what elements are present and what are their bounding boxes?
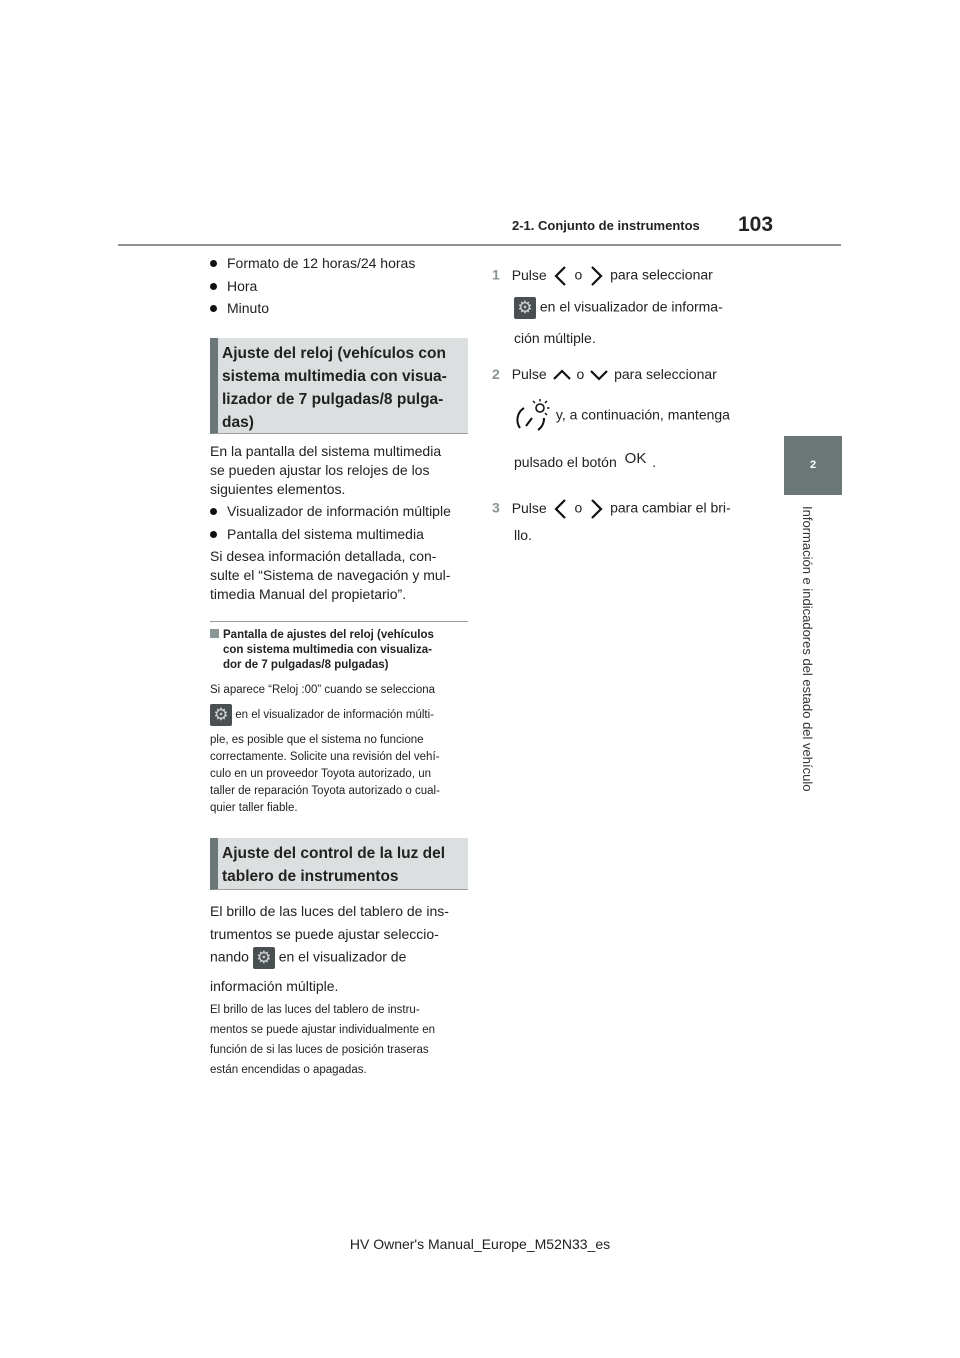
settings-gear-icon (210, 704, 232, 726)
note-heading: Pantalla de ajustes del reloj (vehículos con sistema multimedia con visualiza- dor de 7 pulgadas/8 pulgadas) (210, 628, 468, 673)
bullet-item: Minuto (210, 300, 269, 316)
step-number: 3 (492, 499, 500, 516)
note-text-rest: ple, es posible que el sistema no funcione correctamente. Solicite una revisión del vehí- culo en un proveedor Toyota autorizado, un taller de reparación Toyota autorizado o cual- quier taller fiable. (210, 734, 440, 814)
section-heading-clock (210, 338, 468, 434)
chevron-left-icon (551, 497, 571, 521)
detail-paragraph: Si desea información detallada, con- sulte el “Sistema de navegación y mul- timedia Manual del propietario”. (210, 548, 451, 602)
step-3-line-1: 3 Pulse o para cambiar el bri- (492, 497, 762, 521)
chevron-down-icon (588, 367, 610, 383)
step-3-line-2: llo. (514, 527, 532, 543)
bullet-item: Visualizador de información múltiple (210, 503, 451, 519)
note-text-2: ⚙ en el visualizador de información múlti- (210, 704, 472, 726)
header-divider (118, 244, 841, 246)
page-number: 103 (738, 213, 774, 236)
bullet-icon (210, 283, 217, 290)
section-title: 2-1. Conjunto de instrumentos (512, 218, 700, 233)
ok-button-symbol: OK (624, 450, 647, 467)
step-number: 2 (492, 366, 500, 382)
bullet-item: Hora (210, 278, 257, 294)
heading-line: Ajuste del reloj (vehículos con (222, 345, 446, 362)
chapter-tab: 2 (784, 436, 842, 495)
step-number: 1 (492, 266, 500, 283)
step-1-line-2: ⚙ en el visualizador de informa- (514, 297, 764, 319)
heading-line: sistema multimedia con visua- (222, 368, 447, 385)
step-1-line-1: 1 Pulse o para seleccionar (492, 264, 762, 288)
step-2-line-1: 2 Pulse o para seleccionar (492, 366, 717, 382)
footer-text: HV Owner's Manual_Europe_M52N33_es (349, 1236, 611, 1252)
step-2-line-2: y, a continuación, mantenga (514, 398, 764, 434)
bullet-item: Pantalla del sistema multimedia (210, 526, 424, 542)
settings-gear-icon (514, 297, 536, 319)
settings-gear-icon (253, 947, 275, 969)
chevron-up-icon (551, 367, 573, 383)
step-1-line-3: ción múltiple. (514, 330, 596, 346)
chevron-left-icon (551, 264, 571, 288)
step-2-line-3: pulsado el botón OK . (514, 450, 657, 470)
heading-line: tablero de instrumentos (222, 868, 399, 885)
chevron-right-icon (586, 497, 606, 521)
chevron-right-icon (586, 264, 606, 288)
bullet-icon (210, 260, 217, 267)
note-divider (210, 621, 468, 622)
bullet-icon (210, 531, 217, 538)
note-text-1: Si aparece “Reloj :00” cuando se selecciona (210, 684, 436, 696)
brightness-line-3: nando ⚙ en el visualizador de (210, 947, 472, 969)
bullet-item: Formato de 12 horas/24 horas (210, 255, 415, 271)
brightness-note: El brillo de las luces del tablero de instru- mentos se puede ajustar individualmente en función de si las luces de posición traseras están encendidas o apagadas. (210, 1004, 436, 1076)
brightness-line-1: El brillo de las luces del tablero de ins- (210, 903, 449, 919)
square-bullet-icon (210, 629, 219, 638)
heading-line: das) (222, 414, 254, 431)
bullet-icon (210, 508, 217, 515)
heading-line: lizador de 7 pulgadas/8 pulga- (222, 391, 444, 408)
panel-brightness-icon (514, 398, 552, 434)
heading-line: Ajuste del control de la luz del (222, 845, 446, 862)
intro-paragraph: En la pantalla del sistema multimedia se pueden ajustar los relojes de los siguientes elementos. (210, 443, 442, 497)
bullet-icon (210, 305, 217, 312)
brightness-line-2: trumentos se puede ajustar seleccio- (210, 926, 439, 942)
brightness-line-4: información múltiple. (210, 978, 339, 994)
chapter-side-label: Información e indicadores del estado del vehículo (800, 506, 815, 792)
section-heading-brightness (210, 838, 468, 890)
